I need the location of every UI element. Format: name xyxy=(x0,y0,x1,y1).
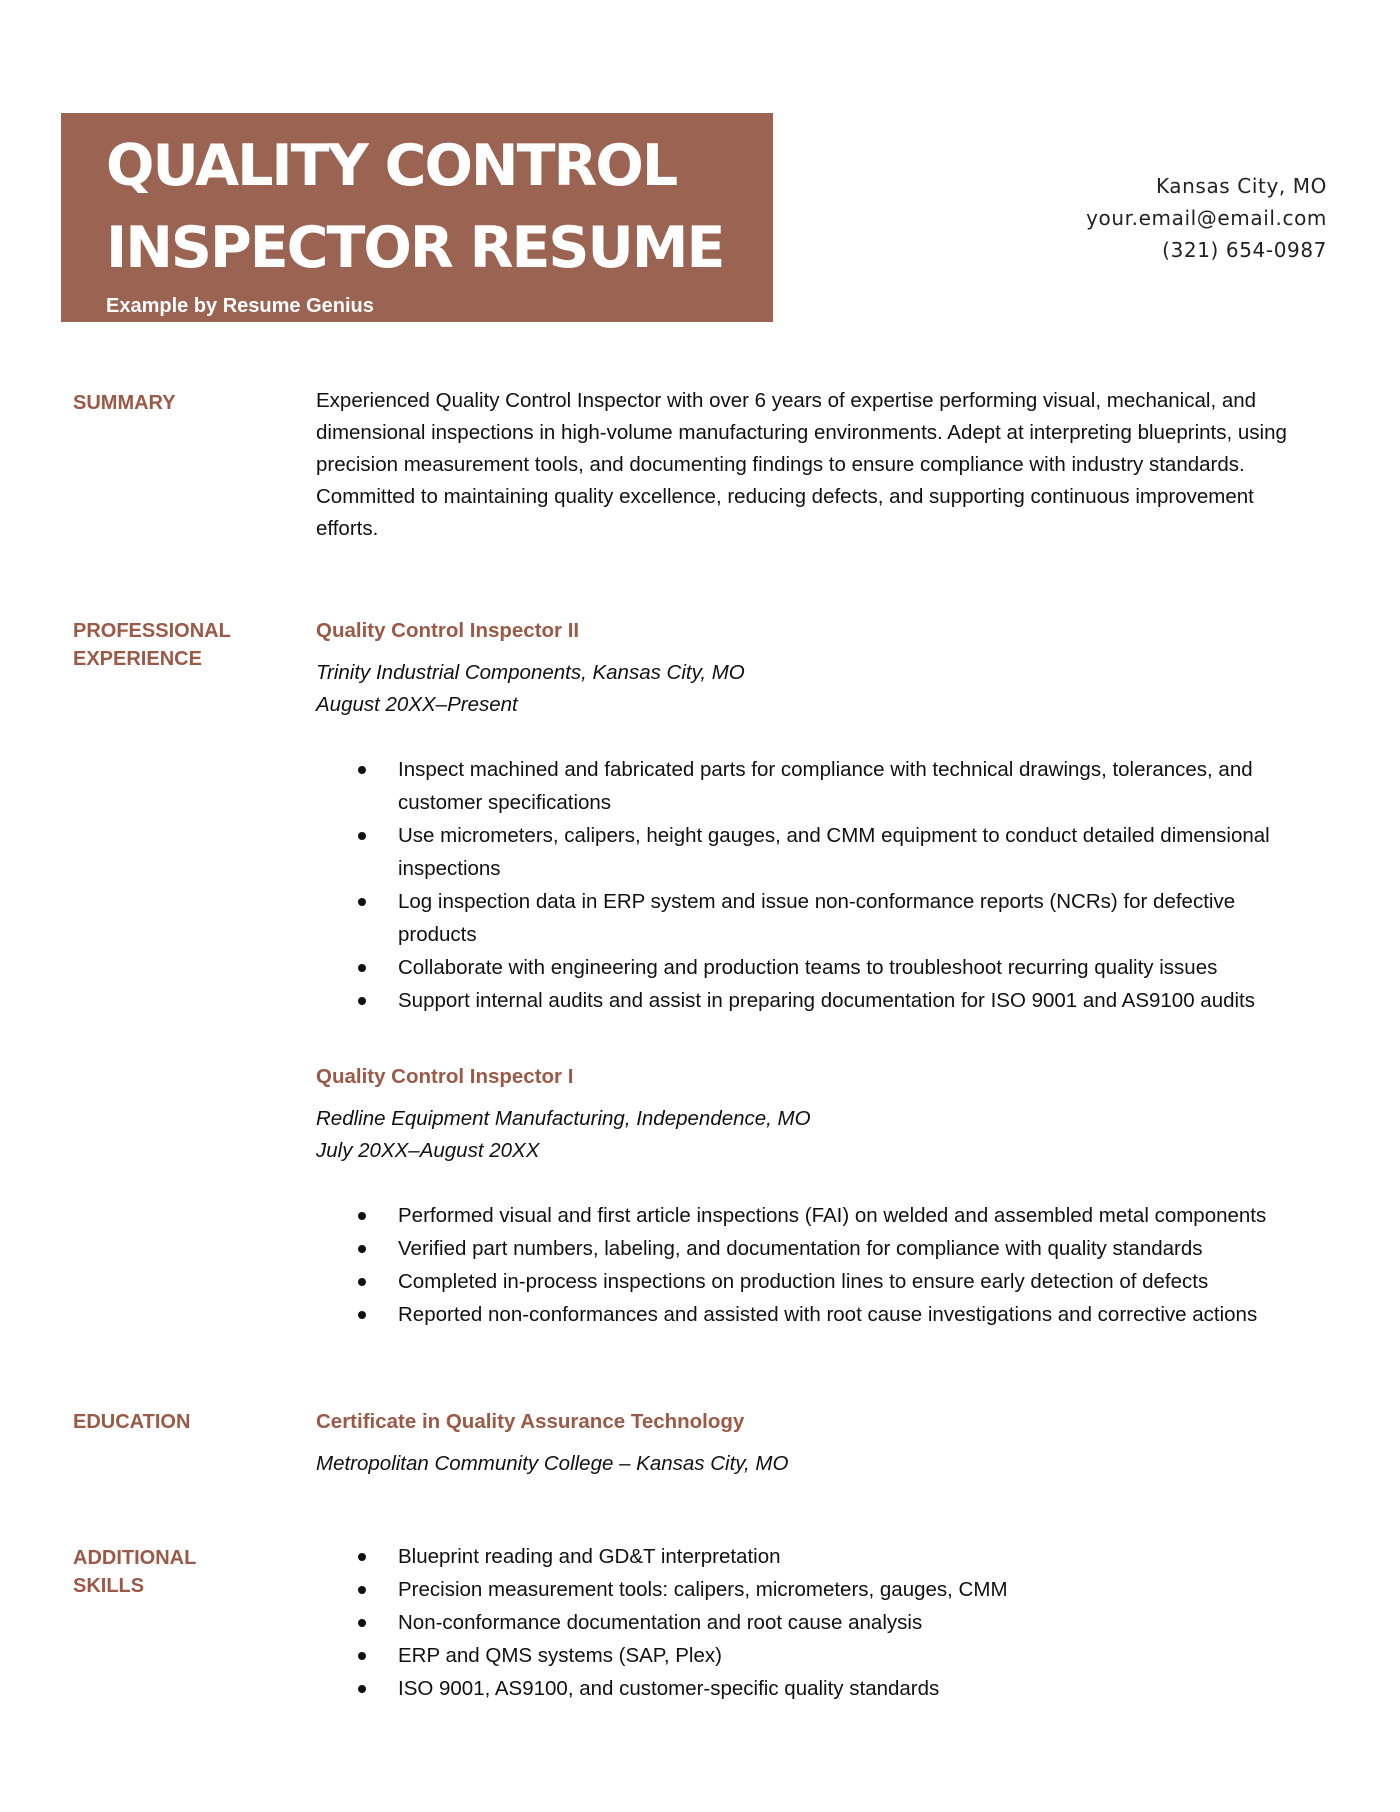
summary-heading: SUMMARY xyxy=(73,392,176,414)
job-bullet: Log inspection data in ERP system and issue non-conformance reports (NCRs) for defective products xyxy=(316,885,1316,951)
education-body xyxy=(316,1408,1316,1480)
job-meta xyxy=(316,1103,1316,1167)
summary-text: Experienced Quality Control Inspector with over 6 years of expertise performing visual, mechanical, and dimensional inspections in high-volume manufacturing environments. Adept at interpreting blueprints, using precision measurement tools, and documenting findings to ensure compliance with industry standards. Committed to maintaining quality excellence, reducing defects, and supporting continuous improvement efforts. xyxy=(316,389,1287,540)
job-bullet: Verified part numbers, labeling, and documentation for compliance with quality standards xyxy=(316,1232,1316,1265)
education-heading: EDUCATION xyxy=(73,1411,191,1433)
job-bullet: Support internal audits and assist in preparing documentation for ISO 9001 and AS9100 audits xyxy=(316,984,1316,1017)
job-entry xyxy=(316,1063,1316,1331)
education-degree: Certificate in Quality Assurance Technology xyxy=(316,1410,745,1433)
skill-item: Blueprint reading and GD&T interpretation xyxy=(316,1540,1316,1573)
resume-title: QUALITY CONTROL INSPECTOR RESUME xyxy=(106,133,724,281)
experience-heading: PROFESSIONAL EXPERIENCE xyxy=(73,620,231,670)
job-bullets xyxy=(316,1199,1316,1331)
header-banner xyxy=(61,113,773,322)
job-bullet: Reported non-conformances and assisted with root cause investigations and corrective actions xyxy=(316,1298,1316,1331)
skill-item: ISO 9001, AS9100, and customer-specific quality standards xyxy=(316,1672,1316,1705)
job-bullet: Use micrometers, calipers, height gauges, and CMM equipment to conduct detailed dimensional inspections xyxy=(316,819,1316,885)
job-bullet: Inspect machined and fabricated parts for compliance with technical drawings, tolerances, and customer specifications xyxy=(316,753,1316,819)
skill-item: Non-conformance documentation and root cause analysis xyxy=(316,1606,1316,1639)
skill-item: Precision measurement tools: calipers, micrometers, gauges, CMM xyxy=(316,1573,1316,1606)
job-company: Trinity Industrial Components, Kansas City, MO xyxy=(316,661,745,684)
skills-heading: ADDITIONAL SKILLS xyxy=(73,1547,197,1597)
job-meta xyxy=(316,657,1316,721)
contact-email: your.email@email.com xyxy=(1086,206,1327,230)
skill-item: ERP and QMS systems (SAP, Plex) xyxy=(316,1639,1316,1672)
job-dates: July 20XX–August 20XX xyxy=(316,1139,540,1162)
resume-subtitle: Example by Resume Genius xyxy=(106,295,374,317)
job-company: Redline Equipment Manufacturing, Independence, MO xyxy=(316,1107,811,1130)
job-bullet: Collaborate with engineering and production teams to troubleshoot recurring quality issues xyxy=(316,951,1316,984)
experience-body xyxy=(316,617,1316,1331)
skills-list xyxy=(316,1540,1316,1705)
job-title: Quality Control Inspector I xyxy=(316,1065,574,1088)
job-bullet: Performed visual and first article inspections (FAI) on welded and assembled metal components xyxy=(316,1199,1316,1232)
skills-body xyxy=(316,1540,1316,1705)
job-entry xyxy=(316,617,1316,1017)
contact-location: Kansas City, MO xyxy=(1155,174,1327,198)
education-school: Metropolitan Community College – Kansas City, MO xyxy=(316,1452,789,1475)
job-bullets xyxy=(316,753,1316,1017)
contact-block xyxy=(1086,170,1327,266)
job-dates: August 20XX–Present xyxy=(316,693,518,716)
contact-phone: (321) 654-0987 xyxy=(1162,238,1327,262)
job-bullet: Completed in-process inspections on production lines to ensure early detection of defects xyxy=(316,1265,1316,1298)
job-title: Quality Control Inspector II xyxy=(316,619,580,642)
